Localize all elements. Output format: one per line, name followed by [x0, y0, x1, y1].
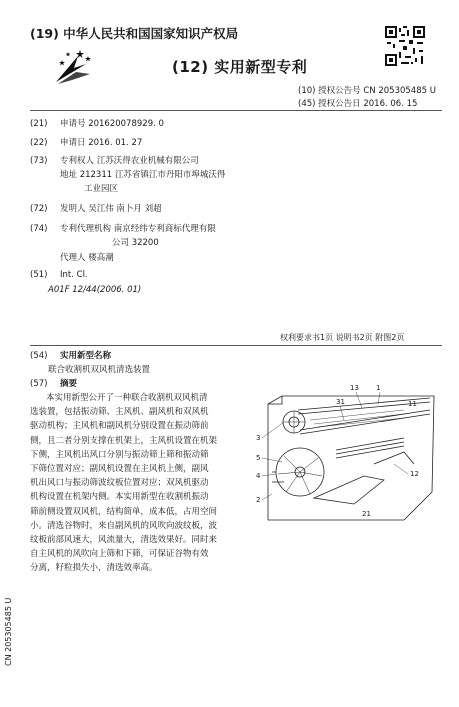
- abstract-label: (57) 摘要: [30, 379, 78, 389]
- figure-label: 31: [336, 398, 345, 406]
- application-date: (22) 申请日 2016. 01. 27: [30, 138, 143, 148]
- publication-number: (10) 授权公告号 CN 205305485 U: [298, 86, 436, 96]
- figure-label: 13: [350, 384, 359, 392]
- int-cl-value: A01F 12/44(2006. 01): [48, 285, 142, 295]
- utility-model-title: 联合收割机双风机清选装置: [48, 365, 151, 375]
- figure-label: 2: [256, 496, 261, 504]
- figure-label: 5: [256, 454, 261, 462]
- abstract-line: 下筛位置对应；副风机设置在主风机上侧，副风: [30, 464, 209, 475]
- figure-label: 12: [410, 470, 419, 478]
- owner-address: 地址 212311 江苏省镇江市丹阳市埠城沃得: [60, 170, 226, 180]
- patent-agency: (74) 专利代理机构 南京经纬专利商标代理有限: [30, 224, 216, 234]
- qr-code-icon: [385, 26, 425, 66]
- abstract-line: 驱动机构；主风机和副风机分别设置在振动筛前: [30, 421, 209, 432]
- abstract-line: 选装置，包括振动筛、主风机、副风机和双风机: [30, 407, 209, 418]
- abstract-line: 本实用新型公开了一种联合收割机双风机清: [46, 393, 208, 403]
- side-publication-number: CN 205305485 U: [4, 597, 13, 666]
- abstract-line: 机出风口与振动筛波纹板位置对应；双风机驱动: [30, 478, 209, 489]
- issuing-office: (19) 中华人民共和国国家知识产权局: [30, 26, 239, 41]
- abstract-line: 机构设置在机架内侧。本实用新型在收割机振动: [30, 492, 209, 503]
- patent-agency-cont: 公司 32200: [112, 238, 159, 248]
- abstract-line: 自主风机的风吹向上筛和下筛，可保证谷物有效: [30, 549, 209, 560]
- inventors: (72) 发明人 吴江伟 南卜月 刘超: [30, 204, 162, 214]
- figure-label: 11: [408, 400, 417, 408]
- abstract-line: 下侧，主风机出风口分别与振动筛上筛和振动筛: [30, 449, 209, 460]
- abstract-text: [30, 391, 240, 576]
- figure-label: 4: [256, 472, 261, 480]
- figure-label: 3: [256, 434, 261, 442]
- int-cl-label: (51) Int. Cl.: [30, 270, 88, 280]
- abstract-line: 侧，且二者分别支撑在机架上，主风机设置在机架: [30, 435, 218, 446]
- document-type: (12) 实用新型专利: [172, 58, 308, 76]
- abstract-line: 分离，籽粒损失小，清选效率高。: [30, 563, 158, 574]
- abstract-line: 纹板前部风速大，风流量大，清选效果好。同时来: [30, 535, 218, 546]
- cnipa-logo-icon: [52, 46, 94, 86]
- owner-address-cont: 工业园区: [84, 184, 119, 194]
- page-counts: 权利要求书1页 说明书2页 附图2页: [280, 333, 405, 342]
- section-divider: [30, 345, 442, 346]
- patent-agent: 代理人 楼高潮: [60, 253, 114, 263]
- header-divider: [30, 110, 442, 111]
- technical-drawing: [254, 380, 444, 528]
- figure-label: 1: [376, 384, 381, 392]
- publication-date: (45) 授权公告日 2016. 06. 15: [298, 99, 418, 109]
- abstract-line: 小。清选谷物时，来自副风机的风吹向波纹板，波: [30, 520, 218, 531]
- application-number: (21) 申请号 201620078929. 0: [30, 119, 164, 129]
- utility-model-name-label: (54) 实用新型名称: [30, 351, 112, 361]
- abstract-line: 筛前侧设置双风机，结构简单，成本低，占用空间: [30, 506, 218, 517]
- patent-owner: (73) 专利权人 江苏沃得农业机械有限公司: [30, 156, 199, 166]
- figure-label: 21: [362, 510, 371, 518]
